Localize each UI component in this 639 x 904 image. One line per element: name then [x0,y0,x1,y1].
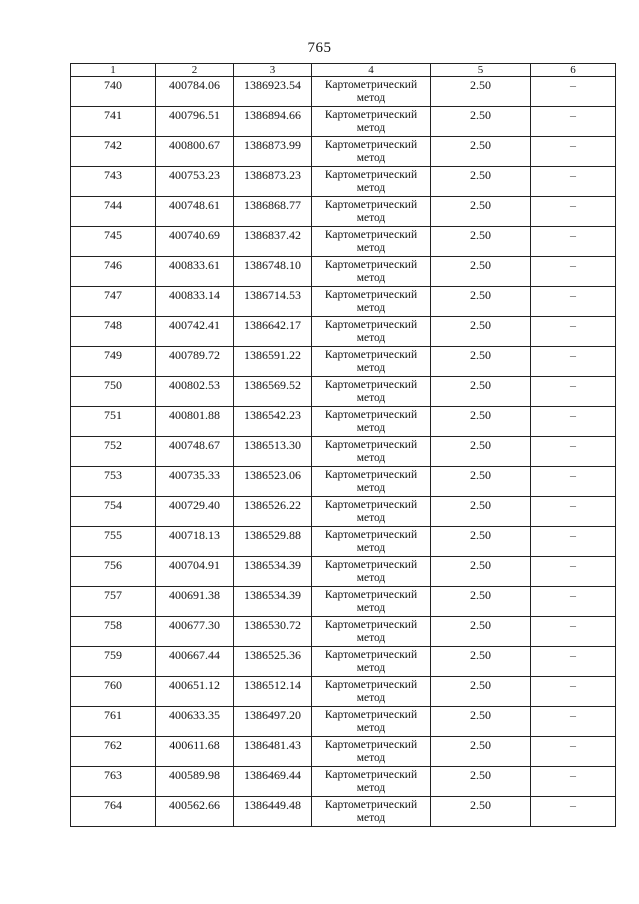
table-row [71,377,616,407]
cell-x-coordinate: 400740.69 [156,227,234,257]
cell-point-number: 741 [71,107,156,137]
table-header [71,64,616,77]
cell-method: Картометрический метод [312,137,431,167]
column-header-note: 6 [531,64,616,77]
cell-note: – [531,797,616,827]
table-row [71,77,616,107]
cell-x-coordinate: 400735.33 [156,467,234,497]
cell-note: – [531,437,616,467]
cell-x-coordinate: 400633.35 [156,707,234,737]
cell-note: – [531,767,616,797]
cell-x-coordinate: 400796.51 [156,107,234,137]
cell-point-number: 762 [71,737,156,767]
cell-point-number: 747 [71,287,156,317]
table-row [71,317,616,347]
cell-method: Картометрический метод [312,797,431,827]
cell-y-coordinate: 1386748.10 [234,257,312,287]
table-row [71,347,616,377]
cell-note: – [531,167,616,197]
cell-note: – [531,557,616,587]
cell-y-coordinate: 1386449.48 [234,797,312,827]
cell-y-coordinate: 1386642.17 [234,317,312,347]
cell-x-coordinate: 400704.91 [156,557,234,587]
cell-y-coordinate: 1386868.77 [234,197,312,227]
cell-accuracy: 2.50 [431,107,531,137]
cell-y-coordinate: 1386873.23 [234,167,312,197]
cell-y-coordinate: 1386534.39 [234,587,312,617]
table-row [71,707,616,737]
cell-x-coordinate: 400753.23 [156,167,234,197]
cell-accuracy: 2.50 [431,797,531,827]
cell-note: – [531,107,616,137]
page-number: 765 [307,40,332,56]
cell-point-number: 754 [71,497,156,527]
cell-y-coordinate: 1386497.20 [234,707,312,737]
cell-point-number: 740 [71,77,156,107]
cell-method: Картометрический метод [312,377,431,407]
table-row [71,587,616,617]
cell-note: – [531,587,616,617]
cell-y-coordinate: 1386591.22 [234,347,312,377]
cell-accuracy: 2.50 [431,167,531,197]
coordinates-table [70,63,616,827]
cell-y-coordinate: 1386837.42 [234,227,312,257]
cell-x-coordinate: 400833.61 [156,257,234,287]
cell-y-coordinate: 1386512.14 [234,677,312,707]
cell-x-coordinate: 400729.40 [156,497,234,527]
cell-y-coordinate: 1386923.54 [234,77,312,107]
cell-y-coordinate: 1386513.30 [234,437,312,467]
cell-point-number: 763 [71,767,156,797]
cell-note: – [531,527,616,557]
cell-x-coordinate: 400789.72 [156,347,234,377]
cell-accuracy: 2.50 [431,617,531,647]
cell-y-coordinate: 1386523.06 [234,467,312,497]
cell-method: Картометрический метод [312,767,431,797]
cell-method: Картометрический метод [312,167,431,197]
cell-y-coordinate: 1386569.52 [234,377,312,407]
cell-note: – [531,317,616,347]
cell-x-coordinate: 400691.38 [156,587,234,617]
cell-accuracy: 2.50 [431,647,531,677]
cell-x-coordinate: 400748.61 [156,197,234,227]
table-row [71,557,616,587]
cell-note: – [531,257,616,287]
table-row [71,647,616,677]
cell-note: – [531,677,616,707]
cell-method: Картометрический метод [312,587,431,617]
cell-accuracy: 2.50 [431,347,531,377]
cell-point-number: 746 [71,257,156,287]
cell-point-number: 758 [71,617,156,647]
cell-point-number: 745 [71,227,156,257]
cell-accuracy: 2.50 [431,497,531,527]
cell-y-coordinate: 1386714.53 [234,287,312,317]
table-row [71,527,616,557]
cell-point-number: 753 [71,467,156,497]
cell-accuracy: 2.50 [431,467,531,497]
cell-method: Картометрический метод [312,257,431,287]
column-header-method: 4 [312,64,431,77]
cell-method: Картометрический метод [312,497,431,527]
cell-method: Картометрический метод [312,227,431,257]
cell-point-number: 748 [71,317,156,347]
cell-note: – [531,347,616,377]
cell-x-coordinate: 400801.88 [156,407,234,437]
table-row [71,197,616,227]
cell-y-coordinate: 1386873.99 [234,137,312,167]
cell-method: Картометрический метод [312,77,431,107]
cell-x-coordinate: 400748.67 [156,437,234,467]
cell-method: Картометрический метод [312,737,431,767]
cell-note: – [531,197,616,227]
cell-point-number: 749 [71,347,156,377]
table-row [71,137,616,167]
cell-y-coordinate: 1386530.72 [234,617,312,647]
cell-method: Картометрический метод [312,557,431,587]
cell-y-coordinate: 1386526.22 [234,497,312,527]
cell-note: – [531,287,616,317]
cell-point-number: 760 [71,677,156,707]
cell-accuracy: 2.50 [431,677,531,707]
cell-point-number: 743 [71,167,156,197]
cell-method: Картометрический метод [312,347,431,377]
table-row [71,287,616,317]
cell-accuracy: 2.50 [431,287,531,317]
cell-point-number: 759 [71,647,156,677]
table-row [71,497,616,527]
cell-point-number: 761 [71,707,156,737]
cell-note: – [531,707,616,737]
cell-point-number: 742 [71,137,156,167]
cell-accuracy: 2.50 [431,257,531,287]
cell-x-coordinate: 400651.12 [156,677,234,707]
cell-point-number: 755 [71,527,156,557]
cell-x-coordinate: 400800.67 [156,137,234,167]
table-row [71,467,616,497]
cell-note: – [531,137,616,167]
cell-method: Картометрический метод [312,677,431,707]
cell-x-coordinate: 400667.44 [156,647,234,677]
cell-y-coordinate: 1386481.43 [234,737,312,767]
cell-accuracy: 2.50 [431,77,531,107]
cell-x-coordinate: 400784.06 [156,77,234,107]
cell-note: – [531,227,616,257]
cell-y-coordinate: 1386469.44 [234,767,312,797]
table-row [71,797,616,827]
cell-y-coordinate: 1386529.88 [234,527,312,557]
cell-point-number: 750 [71,377,156,407]
cell-note: – [531,407,616,437]
cell-accuracy: 2.50 [431,197,531,227]
cell-point-number: 757 [71,587,156,617]
table-row [71,737,616,767]
cell-y-coordinate: 1386542.23 [234,407,312,437]
cell-accuracy: 2.50 [431,377,531,407]
cell-point-number: 751 [71,407,156,437]
cell-accuracy: 2.50 [431,317,531,347]
cell-method: Картометрический метод [312,467,431,497]
cell-y-coordinate: 1386534.39 [234,557,312,587]
cell-x-coordinate: 400833.14 [156,287,234,317]
table-row [71,767,616,797]
column-header-y: 3 [234,64,312,77]
cell-x-coordinate: 400802.53 [156,377,234,407]
table-row [71,257,616,287]
cell-accuracy: 2.50 [431,737,531,767]
cell-note: – [531,467,616,497]
column-header-accuracy: 5 [431,64,531,77]
cell-method: Картометрический метод [312,617,431,647]
cell-method: Картометрический метод [312,317,431,347]
cell-x-coordinate: 400742.41 [156,317,234,347]
cell-point-number: 752 [71,437,156,467]
column-header-x: 2 [156,64,234,77]
header-row [71,64,616,77]
table-row [71,437,616,467]
cell-accuracy: 2.50 [431,227,531,257]
cell-note: – [531,737,616,767]
cell-point-number: 756 [71,557,156,587]
cell-note: – [531,77,616,107]
cell-note: – [531,617,616,647]
cell-accuracy: 2.50 [431,407,531,437]
cell-note: – [531,497,616,527]
cell-note: – [531,647,616,677]
cell-method: Картометрический метод [312,647,431,677]
table-row [71,407,616,437]
table-row [71,677,616,707]
cell-method: Картометрический метод [312,287,431,317]
cell-accuracy: 2.50 [431,527,531,557]
cell-y-coordinate: 1386525.36 [234,647,312,677]
cell-x-coordinate: 400562.66 [156,797,234,827]
table-row [71,227,616,257]
column-header-point-number: 1 [71,64,156,77]
cell-accuracy: 2.50 [431,707,531,737]
cell-method: Картометрический метод [312,707,431,737]
cell-accuracy: 2.50 [431,587,531,617]
cell-point-number: 744 [71,197,156,227]
cell-x-coordinate: 400611.68 [156,737,234,767]
cell-accuracy: 2.50 [431,137,531,167]
cell-point-number: 764 [71,797,156,827]
table-body [71,77,616,827]
table-row [71,167,616,197]
cell-method: Картометрический метод [312,527,431,557]
cell-accuracy: 2.50 [431,437,531,467]
cell-accuracy: 2.50 [431,557,531,587]
cell-method: Картометрический метод [312,107,431,137]
table-row [71,107,616,137]
cell-x-coordinate: 400589.98 [156,767,234,797]
cell-method: Картометрический метод [312,437,431,467]
cell-method: Картометрический метод [312,407,431,437]
cell-x-coordinate: 400677.30 [156,617,234,647]
cell-x-coordinate: 400718.13 [156,527,234,557]
cell-y-coordinate: 1386894.66 [234,107,312,137]
cell-method: Картометрический метод [312,197,431,227]
cell-note: – [531,377,616,407]
table-row [71,617,616,647]
cell-accuracy: 2.50 [431,767,531,797]
